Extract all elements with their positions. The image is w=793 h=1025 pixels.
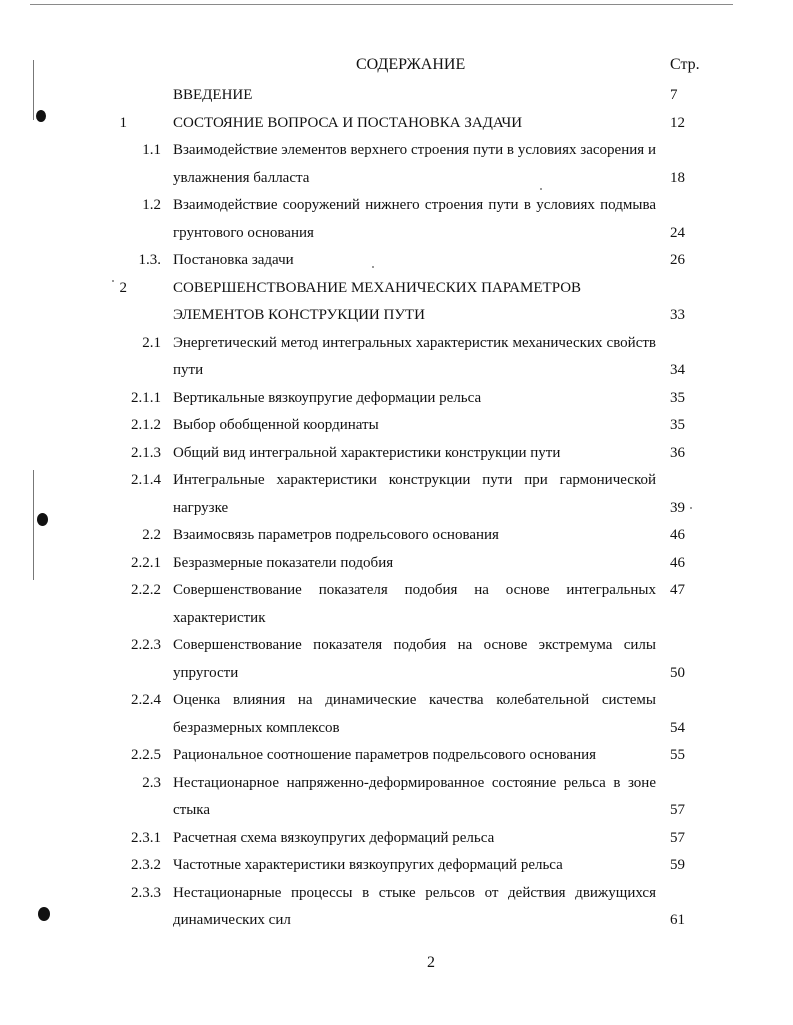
- page-column-label: Стр.: [670, 56, 700, 73]
- toc-header: [0, 56, 793, 80]
- entry-page: 61: [670, 912, 685, 928]
- entry-number: 2.2.4: [131, 692, 161, 708]
- toc-entry: [0, 247, 793, 275]
- entry-number: 2.1: [142, 334, 161, 351]
- toc-entry: [0, 577, 793, 632]
- entry-title: Энергетический метод интегральных характеристик механических свойств пути: [173, 334, 656, 378]
- entry-page: 35: [670, 389, 685, 406]
- toc-entry: [0, 82, 793, 110]
- entry-title: Выбор обобщенной координаты: [173, 417, 379, 433]
- entry-number: 2.1.4: [131, 472, 161, 488]
- toc-entry: [0, 522, 793, 550]
- entry-page: 36: [670, 444, 685, 461]
- toc-entry: [0, 137, 793, 192]
- toc-entry: [0, 852, 793, 880]
- entry-title: Совершенствование показателя подобия на основе интегральных характеристик: [173, 582, 656, 626]
- entry-number: 1.3.: [138, 252, 161, 268]
- toc-title: СОДЕРЖАНИЕ: [356, 56, 466, 73]
- entry-page: 34: [670, 362, 685, 378]
- entry-title: Взаимодействие элементов верхнего строения пути в условиях засорения и увлажнения балласта: [173, 142, 656, 186]
- toc-entry: [0, 385, 793, 413]
- entry-title: Совершенствование показателя подобия на основе экстремума силы упругости: [173, 637, 656, 681]
- entry-page: 50: [670, 664, 685, 681]
- toc-entry: [0, 880, 793, 935]
- entry-number: 2.2: [142, 527, 161, 543]
- entry-title: Интегральные характеристики конструкции пути при гармонической нагрузке: [173, 472, 656, 516]
- entry-title: Взаимосвязь параметров подрельсового основания: [173, 527, 499, 543]
- entry-page: 55: [670, 747, 685, 763]
- entry-number: 2.2.1: [131, 554, 161, 571]
- entry-number: 1: [119, 114, 127, 131]
- entry-number: 2.3.3: [131, 884, 161, 901]
- entry-title: Безразмерные показатели подобия: [173, 554, 394, 571]
- entry-title: Частотные характеристики вязкоупругих деформаций рельса: [173, 857, 563, 873]
- entry-title: Расчетная схема вязкоупругих деформаций рельса: [173, 829, 495, 846]
- entry-title: СОСТОЯНИЕ ВОПРОСА И ПОСТАНОВКА ЗАДАЧИ: [173, 114, 523, 131]
- toc-entry: [0, 275, 793, 330]
- entry-number: 2.2.2: [131, 582, 161, 598]
- toc-entry: [0, 467, 793, 522]
- entry-number: 2.3: [142, 774, 161, 791]
- entry-page: 46: [670, 527, 685, 543]
- entry-page: 59: [670, 857, 685, 873]
- toc-entry: [0, 192, 793, 247]
- entry-number: 2.1.3: [131, 444, 161, 461]
- entry-title: Постановка задачи: [173, 252, 294, 268]
- entry-page: 57: [670, 829, 685, 846]
- entry-title: Взаимодействие сооружений нижнего строения пути в условиях подмыва грунтового основания: [173, 197, 656, 241]
- toc-entry: [0, 550, 793, 578]
- entry-number: 1.1: [142, 142, 161, 158]
- scan-edge-line: [30, 4, 733, 5]
- entry-title: Оценка влияния на динамические качества колебательной системы безразмерных комплексов: [173, 692, 656, 736]
- entry-page: 54: [670, 719, 685, 736]
- page-number-value: 2: [427, 954, 435, 971]
- entry-title: Нестационарные процессы в стыке рельсов от действия движущихся динамических сил: [173, 884, 656, 928]
- entry-title: Вертикальные вязкоупругие деформации рельса: [173, 389, 482, 406]
- entry-page: 39: [670, 499, 685, 516]
- toc-entry: [0, 825, 793, 853]
- entry-page: 35: [670, 417, 685, 433]
- toc-entry: [0, 632, 793, 687]
- entry-number: 2.3.1: [131, 829, 161, 846]
- entry-page: 24: [670, 224, 685, 241]
- entry-title: СОВЕРШЕНСТВОВАНИЕ МЕХАНИЧЕСКИХ ПАРАМЕТРОВ ЭЛЕМЕНТОВ КОНСТРУКЦИИ ПУТИ: [173, 279, 582, 323]
- toc-entry: [0, 110, 793, 138]
- entry-title: ВВЕДЕНИЕ: [173, 87, 253, 103]
- entry-number: 2.3.2: [131, 857, 161, 873]
- entry-page: 26: [670, 252, 685, 268]
- toc-entry: [0, 412, 793, 440]
- entry-page: 46: [670, 554, 685, 571]
- toc-entry: [0, 440, 793, 468]
- toc-entry: [0, 742, 793, 770]
- entry-title: Нестационарное напряженно-деформированное состояние рельса в зоне стыка: [173, 774, 656, 818]
- entry-page: 47: [670, 582, 685, 598]
- entry-page: 57: [670, 802, 685, 818]
- entry-number: 2.2.3: [131, 637, 161, 653]
- entry-number: 2: [119, 279, 127, 296]
- entry-page: 7: [670, 87, 678, 103]
- entry-number: 2.1.1: [131, 389, 161, 406]
- toc-entry: [0, 770, 793, 825]
- entry-page: 12: [670, 114, 685, 131]
- table-of-contents: [0, 82, 793, 935]
- entry-number: 2.1.2: [131, 417, 161, 433]
- entry-title: Рациональное соотношение параметров подрельсового основания: [173, 747, 597, 763]
- entry-title: Общий вид интегральной характеристики конструкции пути: [173, 444, 561, 461]
- entry-number: 2.2.5: [131, 747, 161, 763]
- toc-entry: [0, 687, 793, 742]
- toc-entry: [0, 330, 793, 385]
- entry-page: 18: [670, 169, 685, 186]
- entry-page: 33: [670, 307, 685, 323]
- entry-number: 1.2: [142, 197, 161, 213]
